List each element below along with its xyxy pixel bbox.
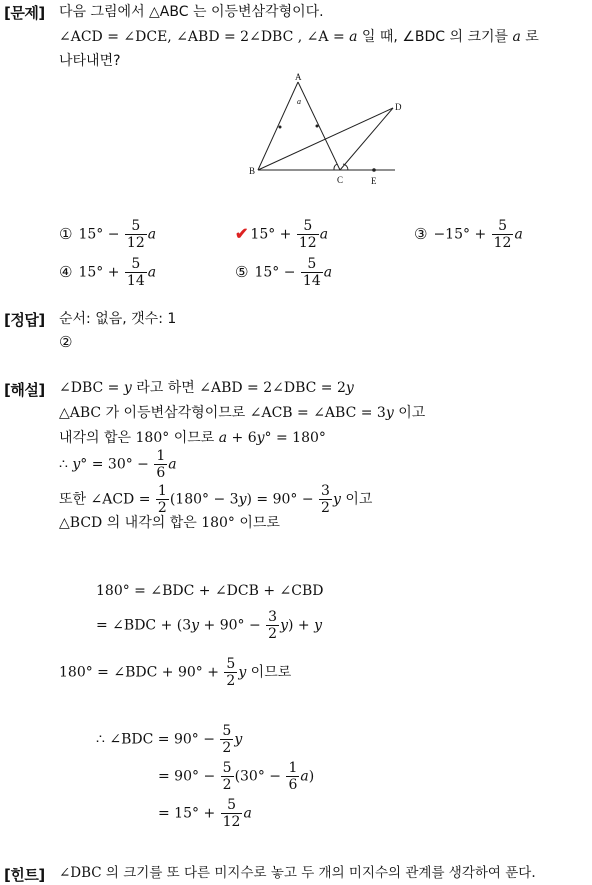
answer-order: 순서: 없음, 갯수: 1: [59, 311, 177, 327]
problem-line-1: 다음 그림에서 △ABC 는 이등변삼각형이다.: [59, 4, 324, 20]
solution-line-3: 내각의 합은 180° 이므로 a + 6y° = 180°: [59, 430, 326, 446]
label-A: A: [295, 72, 302, 82]
solution-tag: [해설]: [4, 381, 45, 399]
equation-1: 180° = ∠BDC + ∠DCB + ∠CBD: [96, 583, 324, 599]
check-icon: ✔: [235, 223, 249, 243]
option-3[interactable]: ③ −15° + $\frac{5}{12}$ a: [414, 218, 523, 251]
final-3: = 15° + $\frac{5}{12}$ a: [158, 797, 252, 830]
solution-line-2: △ABC 가 이등변삼각형이므로 ∠ACB = ∠ABC = 3y 이고: [59, 405, 426, 421]
label-E: E: [371, 176, 377, 186]
answer-value: ②: [59, 333, 73, 351]
option-2[interactable]: ✔ 15° + $\frac{5}{12}$ a: [235, 218, 329, 251]
solution-line-1: ∠DBC = y 라고 하면 ∠ABD = 2∠DBC = 2y: [59, 380, 354, 396]
option-1[interactable]: ① 15° − $\frac{5}{12}$ a: [59, 218, 157, 251]
answer-tag: [정답]: [4, 311, 45, 329]
problem-line-2: ∠ACD = ∠DCE, ∠ABD = 2∠DBC , ∠A = a 일 때, ∠BDC 의 크기를 a 로: [59, 29, 539, 45]
hint-tag: [힌트]: [4, 866, 45, 884]
problem-tag: [문제]: [4, 4, 45, 22]
equation-2: = ∠BDC + (3y + 90° − $\frac{3}{2}$ y) + y: [96, 609, 322, 642]
problem-line-3: 나타내면?: [59, 53, 121, 69]
final-1: ∴ ∠BDC = 90° − $\frac{5}{2}$ y: [96, 723, 243, 756]
option-4[interactable]: ④ 15° + $\frac{5}{14}$ a: [59, 256, 157, 289]
solution-line-4: ∴ y° = 30° − $\frac{1}{6}$ a: [59, 448, 177, 481]
label-B: B: [249, 166, 256, 176]
label-angle-a: a: [297, 97, 301, 106]
label-C: C: [337, 175, 344, 185]
triangle-figure: [0, 0, 592, 210]
solution-line-6: △BCD 의 내각의 합은 180° 이므로: [59, 515, 280, 531]
hint-text: ∠DBC 의 크기를 또 다른 미지수로 놓고 두 개의 미지수의 관계를 생각하여 푼다.: [59, 865, 536, 881]
option-5[interactable]: ⑤ 15° − $\frac{5}{14}$ a: [235, 256, 333, 289]
label-D: D: [395, 102, 402, 112]
solution-line-5: 또한 ∠ACD = $\frac{1}{2}$ (180° − 3y) = 90° − $\frac{3}{2}$ y 이고: [59, 483, 373, 516]
equation-3: 180° = ∠BDC + 90° + $\frac{5}{2}$ y 이므로: [59, 656, 292, 689]
final-2: = 90° − $\frac{5}{2}$ (30° − $\frac{1}{6}$ a): [158, 760, 315, 793]
